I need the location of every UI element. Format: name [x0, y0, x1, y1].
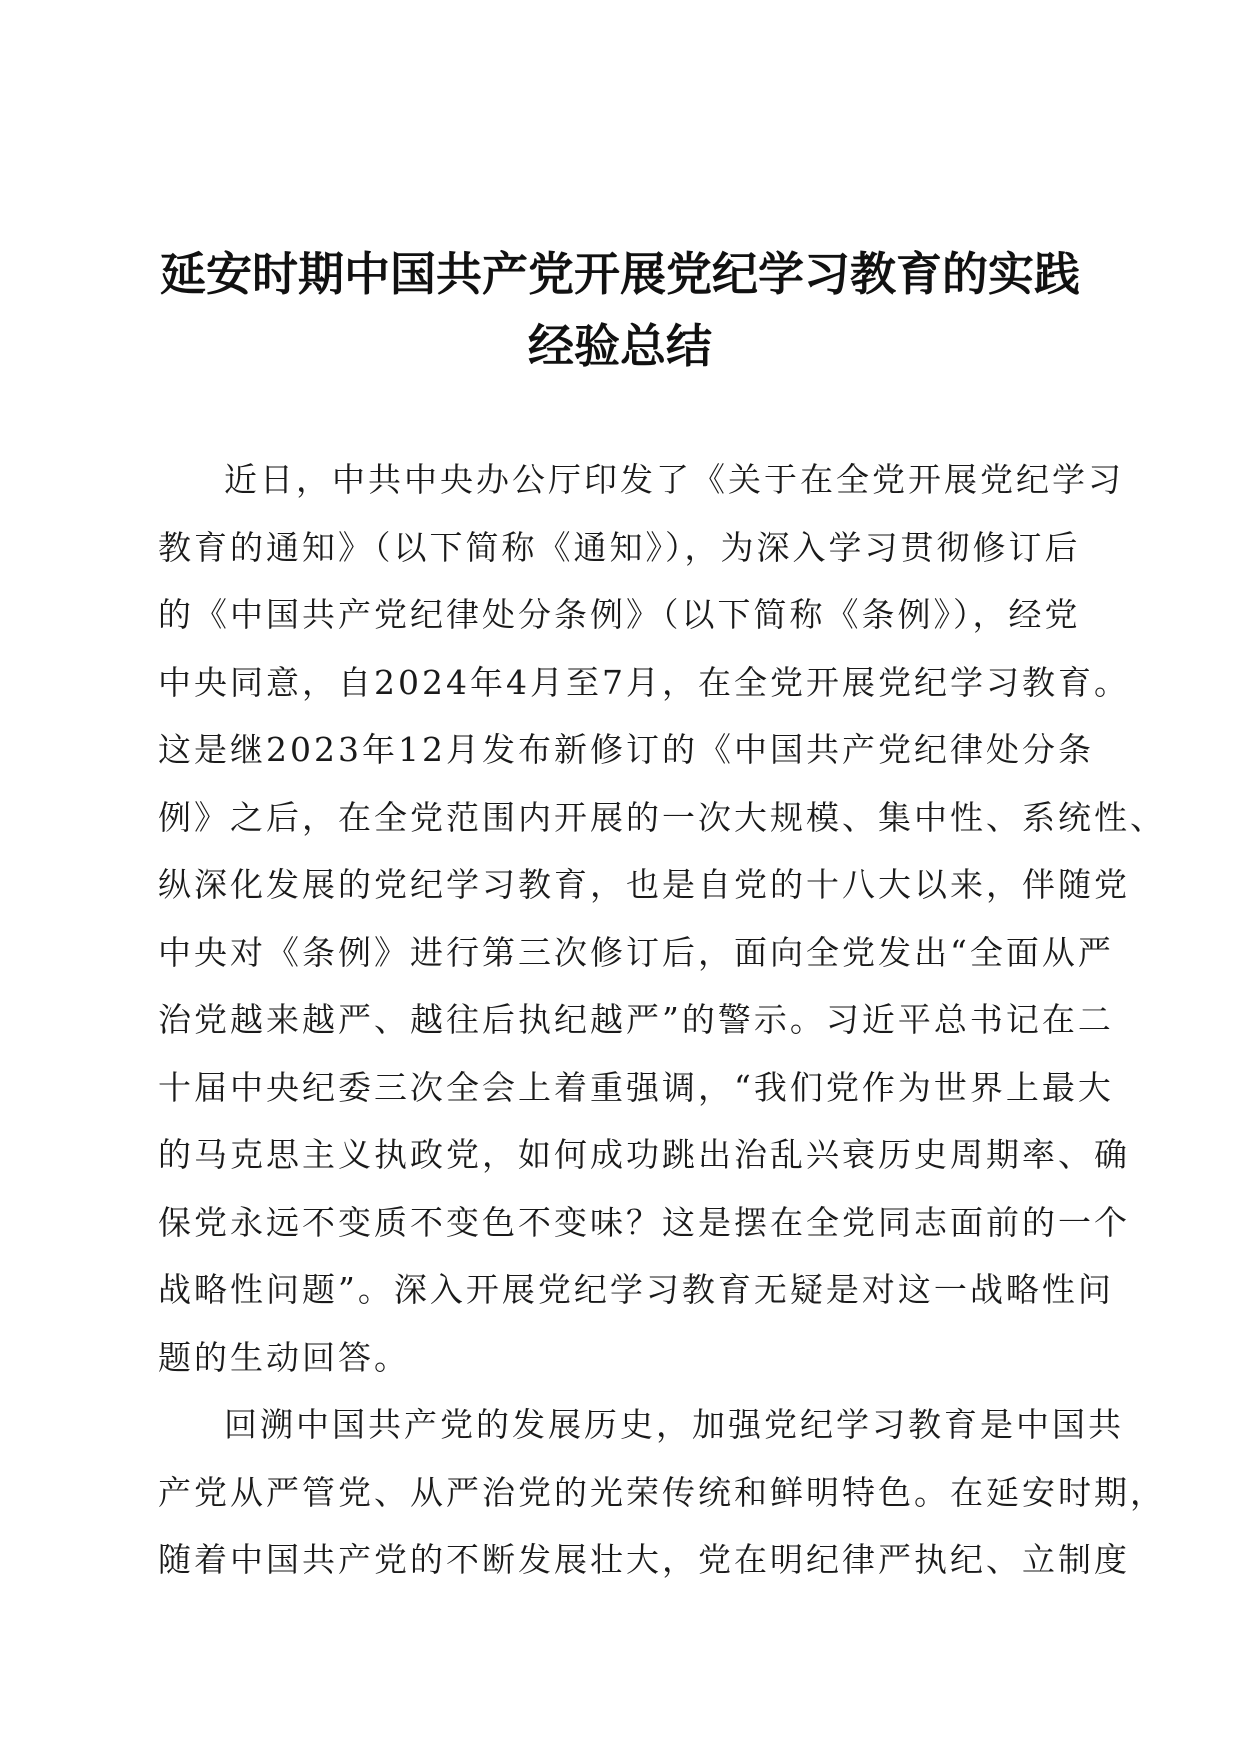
paragraph-line: 教育的通知》（以下简称《通知》），为深入学习贯彻修订后: [158, 527, 1081, 567]
paragraph-line: 保党永远不变质不变色不变味？这是摆在全党同志面前的一个: [158, 1202, 1130, 1242]
paragraph-line: 这是继2023年12月发布新修订的《中国共产党纪律处分条: [158, 730, 1094, 769]
paragraph-line: 的《中国共产党纪律处分条例》（以下简称《条例》），经党: [158, 595, 1081, 634]
title-line: 延安时期中国共产党开展党纪学习教育的实践: [160, 247, 1080, 301]
paragraph-1: [158, 446, 1166, 1391]
document-title: [140, 238, 1100, 382]
paragraph-2: [158, 1391, 1166, 1594]
paragraph-line: 回溯中国共产党的发展历史，加强党纪学习教育是中国共: [224, 1405, 1124, 1444]
paragraph-line: 题的生动回答。: [158, 1337, 410, 1377]
paragraph-line: 治党越来越严、越往后执纪越严”的警示。习近平总书记在二: [158, 1000, 1114, 1039]
paragraph-line: 的马克思主义执政党，如何成功跳出治乱兴衰历史周期率、确: [158, 1135, 1130, 1174]
paragraph-line: 中央同意，自2024年4月至7月，在全党开展党纪学习教育。: [158, 662, 1130, 702]
paragraph-line: 近日，中共中央办公厅印发了《关于在全党开展党纪学习: [224, 460, 1124, 499]
paragraph-line: 例》之后，在全党范围内开展的一次大规模、集中性、系统性、: [158, 797, 1166, 837]
paragraph-line: 随着中国共产党的不断发展壮大，党在明纪律严执纪、立制度: [158, 1540, 1130, 1579]
paragraph-line: 十届中央纪委三次全会上着重强调，“我们党作为世界上最大: [158, 1067, 1114, 1107]
document-body: [158, 446, 1166, 1594]
paragraph-line: 产党从严管党、从严治党的光荣传统和鲜明特色。在延安时期，: [158, 1472, 1166, 1512]
paragraph-line: 纵深化发展的党纪学习教育，也是自党的十八大以来，伴随党: [158, 865, 1130, 904]
title-line: 经验总结: [528, 319, 712, 373]
paragraph-line: 战略性问题”。深入开展党纪学习教育无疑是对这一战略性问: [158, 1270, 1114, 1309]
paragraph-line: 中央对《条例》进行第三次修订后，面向全党发出“全面从严: [158, 932, 1114, 972]
